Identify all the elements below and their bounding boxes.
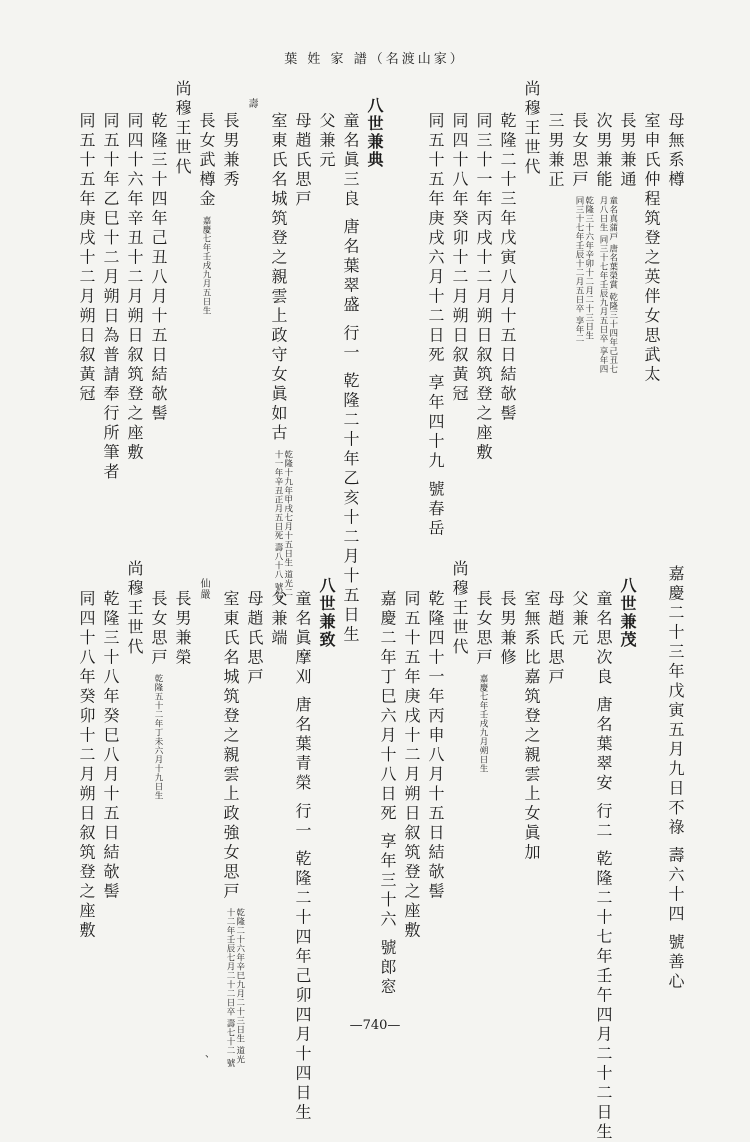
genealogy-column bbox=[379, 590, 395, 997]
column-text: 母無系樽 bbox=[666, 112, 685, 190]
genealogy-column bbox=[102, 112, 118, 483]
annotation-line: 乾隆三十六年辛卯十二月二十三日生 bbox=[583, 196, 594, 340]
column-text: 乾隆三十四年己丑八月十五日結欹髻 bbox=[149, 112, 168, 424]
annotation-line: 嘉慶七年壬戌九月五日生 bbox=[201, 215, 211, 315]
column-text: 壽 bbox=[246, 98, 257, 109]
column-text: 母趙氏思戸 bbox=[546, 590, 565, 688]
generation-heading bbox=[619, 577, 635, 649]
generation-heading bbox=[366, 97, 382, 169]
genealogy-column bbox=[102, 590, 118, 902]
genealogy-column bbox=[150, 112, 166, 424]
genealogy-column bbox=[342, 112, 358, 645]
genealogy-column bbox=[475, 112, 491, 463]
column-text: 仙嚴 bbox=[198, 578, 209, 600]
genealogy-column bbox=[294, 590, 310, 1123]
genealogy-column bbox=[246, 98, 256, 109]
column-text: 長男兼榮 bbox=[173, 590, 192, 668]
annotation-line: 月八日生 同三十七年壬辰九月五日卒 享年四 bbox=[598, 196, 608, 374]
annotation-line: 乾隆五十二年丁未六月十九日生 bbox=[153, 674, 163, 800]
column-text: 八世兼致 bbox=[317, 577, 336, 649]
column-text: 三男兼正 bbox=[546, 112, 565, 190]
column-text: 長女思戸 bbox=[149, 590, 168, 668]
genealogy-column bbox=[270, 112, 292, 600]
column-text: 同五十年乙巳十二月朔日為普請奉行所筆者 bbox=[101, 112, 120, 483]
annotation-line: 十一年辛丑正月五日死 壽八十八 號春 bbox=[273, 449, 283, 600]
genealogy-column bbox=[198, 112, 214, 315]
column-text: 父兼元 bbox=[317, 112, 336, 171]
annotation-line: 十二年壬辰七月二十二日卒 壽七十二 號 bbox=[225, 908, 235, 1068]
column-text: 室東氏名城筑登之親雲上政守女眞如古 bbox=[269, 112, 288, 444]
column-text: 童名眞三良 唐名葉翠盛 行一 乾隆二十年乙亥十二月十五日生 bbox=[341, 112, 360, 645]
column-text: 母趙氏思戸 bbox=[245, 590, 264, 688]
genealogy-column bbox=[499, 112, 515, 424]
annotation-note bbox=[477, 674, 487, 773]
column-text: 八世兼茂 bbox=[618, 577, 637, 649]
annotation-line: 乾隆十九年甲戌七月十五日生 道光二 bbox=[282, 449, 293, 597]
column-text: 同五十五年庚戌十二月朔日叙筑登之座敷 bbox=[402, 590, 421, 941]
genealogy-column bbox=[174, 80, 190, 178]
genealogy-column bbox=[571, 590, 587, 649]
genealogy-column bbox=[174, 590, 190, 668]
genealogy-column bbox=[547, 112, 563, 190]
genealogy-column bbox=[523, 80, 539, 178]
genealogy-column bbox=[595, 112, 617, 373]
annotation-note bbox=[224, 908, 244, 1067]
column-text: 乾隆二十三年戊寅八月十五日結欹髻 bbox=[498, 112, 517, 424]
column-text: 父兼端 bbox=[269, 590, 288, 649]
annotation-note bbox=[152, 674, 162, 800]
genealogy-column bbox=[222, 590, 244, 1067]
genealogy-column bbox=[78, 112, 94, 405]
column-text: 母趙氏思戸 bbox=[293, 112, 312, 210]
annotation-line: 童名真蒲戸 唐名葉榮賞 乾隆三十四年己丑七 bbox=[607, 196, 618, 374]
genealogy-column bbox=[571, 112, 593, 343]
column-text: 尚穆王世代 bbox=[450, 560, 469, 658]
genealogy-column bbox=[198, 578, 208, 600]
annotation-note bbox=[200, 216, 210, 315]
column-text: 乾隆三十八年癸巳八月十五日結欹髻 bbox=[101, 590, 120, 902]
genealogy-column bbox=[403, 590, 419, 941]
page-number: —740— bbox=[349, 1018, 401, 1033]
genealogy-column bbox=[643, 112, 659, 385]
ink-mark: 、 bbox=[205, 1049, 215, 1060]
genealogy-column bbox=[451, 560, 467, 658]
column-text: 室東氏名城筑登之親雲上政強女思戸 bbox=[221, 590, 240, 902]
genealogy-column bbox=[427, 590, 443, 902]
column-text: 同四十六年辛丑十二月朔日叙筑登之座敷 bbox=[125, 112, 144, 463]
column-text: 童名思次良 唐名葉翠安 行二 乾隆二十七年壬午四月二十二日生 bbox=[594, 590, 613, 1142]
genealogy-column bbox=[475, 590, 491, 773]
column-text: 長女武樽金 bbox=[197, 112, 216, 210]
genealogy-column bbox=[499, 590, 515, 668]
annotation-line: 同三十七年壬辰十二月五日卒 享年二 bbox=[574, 196, 584, 344]
genealogy-column bbox=[294, 112, 310, 210]
annotation-line: 嘉慶七年壬戌九月朔日生 bbox=[478, 674, 488, 773]
column-text: 尚穆王世代 bbox=[173, 80, 192, 178]
column-text: 同四十八年癸卯十二月朔日叙筑登之座敷 bbox=[77, 590, 96, 941]
column-text: 同五十五年庚戌六月十二日死 享年四十九 號春岳 bbox=[426, 112, 445, 539]
annotation-note bbox=[272, 450, 292, 600]
annotation-note bbox=[573, 196, 593, 343]
genealogy-column bbox=[150, 590, 166, 800]
genealogy-column bbox=[427, 112, 443, 539]
genealogy-column bbox=[270, 590, 286, 649]
annotation-note bbox=[597, 196, 617, 373]
genealogy-column bbox=[451, 112, 467, 405]
column-text: 長女思戸 bbox=[570, 112, 589, 190]
column-text: 尚穆王世代 bbox=[125, 560, 144, 658]
column-text: 童名眞摩刈 唐名葉青榮 行一 乾隆二十四年己卯四月十四日生 bbox=[293, 590, 312, 1123]
generation-heading bbox=[318, 577, 334, 649]
column-text: 尚穆王世代 bbox=[522, 80, 541, 178]
column-text: 長男兼秀 bbox=[221, 112, 240, 190]
column-text: 嘉慶二十三年戊寅五月九日不祿 壽六十四 號善心 bbox=[666, 565, 685, 992]
genealogy-column bbox=[667, 565, 683, 992]
genealogy-column bbox=[595, 590, 611, 1142]
column-text: 乾隆四十一年丙申八月十五日結欹髻 bbox=[426, 590, 445, 902]
genealogy-column bbox=[667, 112, 683, 190]
column-text: 室無系比嘉筑登之親雲上女眞加 bbox=[522, 590, 541, 863]
genealogy-column bbox=[126, 112, 142, 463]
genealogy-column bbox=[222, 112, 238, 190]
column-text: 同四十八年癸卯十二月朔日叙黃冠 bbox=[450, 112, 469, 405]
column-text: 次男兼能 bbox=[594, 112, 613, 190]
column-text: 長女思戸 bbox=[474, 590, 493, 668]
genealogy-column bbox=[126, 560, 142, 658]
genealogy-column bbox=[619, 112, 635, 190]
column-text: 室申氏仲程筑登之英伴女思武太 bbox=[642, 112, 661, 385]
column-text: 同五十五年庚戌十二月朔日叙黃冠 bbox=[77, 112, 96, 405]
genealogy-column bbox=[246, 590, 262, 688]
column-text: 長男兼修 bbox=[498, 590, 517, 668]
genealogy-column bbox=[318, 112, 334, 171]
genealogy-column bbox=[523, 590, 539, 863]
column-text: 長男兼通 bbox=[618, 112, 637, 190]
column-text: 八世兼典 bbox=[365, 97, 384, 169]
annotation-line: 乾隆二十六年辛巳九月二十三日生 道光 bbox=[234, 908, 245, 1065]
genealogy-column bbox=[547, 590, 563, 688]
column-text: 父兼元 bbox=[570, 590, 589, 649]
genealogy-column bbox=[78, 590, 94, 941]
page-header: 葉 姓 家 譜（名渡山家） bbox=[284, 52, 466, 67]
column-text: 嘉慶二年丁巳六月十八日死 享年三十六 號郎窓 bbox=[378, 590, 397, 998]
column-text: 同三十一年丙戌十二月朔日叙筑登之座敷 bbox=[474, 112, 493, 463]
